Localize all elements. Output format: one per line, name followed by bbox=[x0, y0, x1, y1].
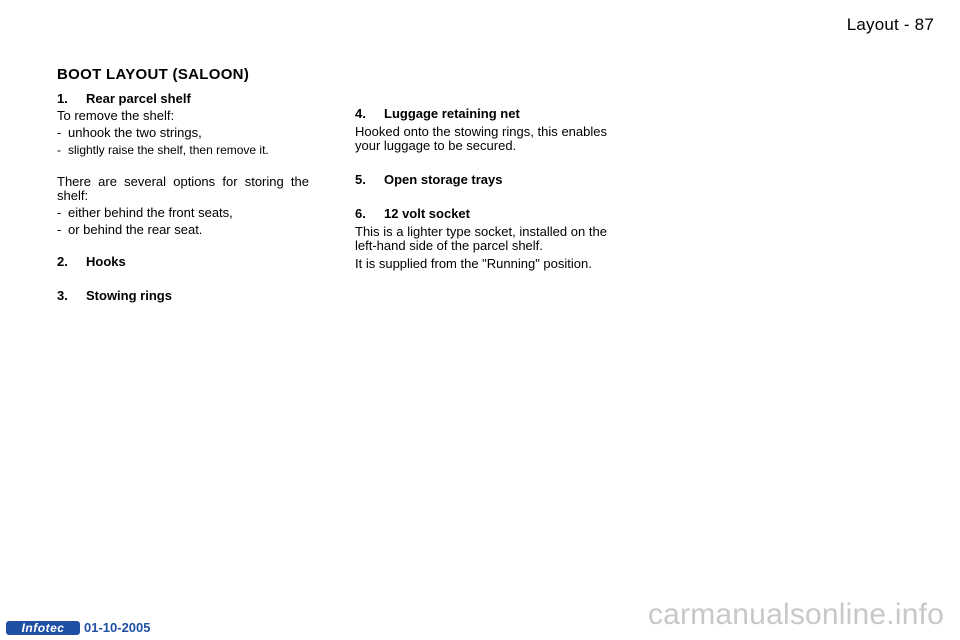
footer-date: 01-10-2005 bbox=[84, 620, 151, 635]
section-5-heading bbox=[355, 173, 607, 187]
section-6-heading bbox=[355, 207, 607, 221]
left-column bbox=[57, 92, 309, 303]
remove-step-2: - slightly raise the shelf, then remove it. bbox=[57, 143, 269, 157]
storing-option-2-text: or behind the rear seat. bbox=[68, 222, 203, 237]
storing-option-2: - or behind the rear seat. bbox=[57, 222, 203, 237]
storing-option-1-text: either behind the front seats, bbox=[68, 205, 233, 220]
section-2-title: Hooks bbox=[86, 254, 126, 269]
section-2-heading bbox=[57, 255, 309, 269]
page-header: Layout - 87 bbox=[846, 15, 934, 34]
remove-step-1-text: unhook the two strings, bbox=[68, 125, 202, 140]
section-6-text-2: It is supplied from the "Running" position. bbox=[355, 256, 592, 271]
watermark: carmanualsonline.info bbox=[647, 598, 944, 631]
section-4-heading bbox=[355, 107, 607, 121]
section-1-number: 1. bbox=[57, 91, 68, 106]
section-3-number: 3. bbox=[57, 288, 68, 303]
section-4-text: Hooked onto the stowing rings, this enables your luggage to be secured. bbox=[355, 124, 607, 153]
right-column bbox=[355, 107, 607, 271]
section-6-text-1: This is a lighter type socket, installed on the left-hand side of the parcel shelf. bbox=[355, 224, 607, 253]
section-4-title: Luggage retaining net bbox=[384, 106, 520, 121]
section-1-heading bbox=[57, 92, 309, 106]
storing-option-1: - either behind the front seats, bbox=[57, 205, 233, 220]
section-5-title: Open storage trays bbox=[384, 172, 503, 187]
section-3-title: Stowing rings bbox=[86, 288, 172, 303]
section-6-number: 6. bbox=[355, 206, 366, 221]
section-4-number: 4. bbox=[355, 106, 366, 121]
storing-intro: There are several options for storing the shelf: bbox=[57, 174, 309, 203]
section-1-title: Rear parcel shelf bbox=[86, 91, 191, 106]
section-3-heading bbox=[57, 289, 309, 303]
remove-step-1: - unhook the two strings, bbox=[57, 125, 202, 140]
infotec-logo-text: Infotec bbox=[21, 620, 65, 635]
section-2-number: 2. bbox=[57, 254, 68, 269]
page-title: BOOT LAYOUT (SALOON) bbox=[57, 66, 250, 83]
infotec-logo bbox=[6, 621, 80, 635]
section-6-title: 12 volt socket bbox=[384, 206, 470, 221]
remove-intro: To remove the shelf: bbox=[57, 108, 175, 123]
footer bbox=[6, 620, 151, 635]
section-5-number: 5. bbox=[355, 172, 366, 187]
remove-step-2-text: slightly raise the shelf, then remove it. bbox=[68, 143, 269, 157]
